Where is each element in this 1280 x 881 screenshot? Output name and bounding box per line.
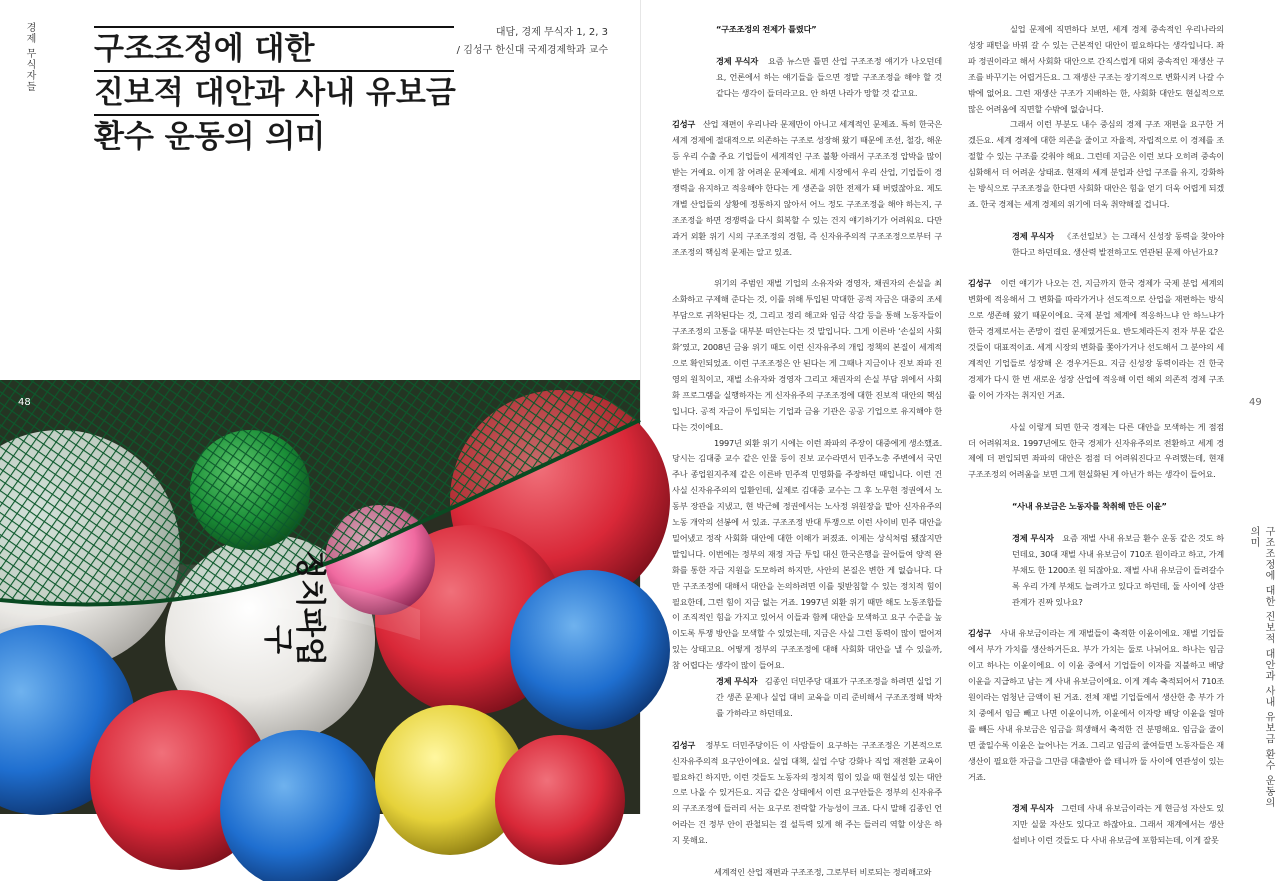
photo-balls-under-net [0,380,640,814]
byline-line-2: / 김성구 한신대 국제경제학과 교수 [456,45,608,56]
title-line-1: 구조조정에 대한 [94,31,315,67]
body-text: 위기의 주범인 재벌 기업의 소유자와 경영자, 채권자의 손실을 최소화하고 구제해 준다는 것, 이를 위해 투입된 막대한 공적 자금은 대중의 조세 부담으로 귀착된다는 것, 그리고 정리 해고와 임금 삭감 등을 통해 노동자들이 구조조정의 고통을 대부분 떠안는다는 것 말입니다. 그게 이른바 ‘손실의 사회화’였고, 2008년 금융 위기 때도 이런 신자유주의 개입 정책의 본질이 세계적으로 확인되었죠. 이런 구조조정은 안 된다는 게 그때나 지금이나 진보 좌파 진영의 원칙이고, 재벌 소유자와 경영자 그리고 채권자의 손실 부담 위에서 사회화 프로그램을 실행하자는 게 신자유주의 구조조정에 대한 진보적 대안의 핵심입니다. 공적 자금이 투입되는 기업과 금융 기관은 공공 기업으로 유지해야 한다는 것이에요. [672,278,942,432]
dialogue-paragraph [968,626,1224,785]
speaker-name: 김성구 [672,119,696,130]
body-paragraph [968,420,1224,484]
speaker-name: 경제 무식자 [716,676,758,687]
section-heading [968,499,1224,515]
dialogue-text: 사내 유보금이라는 게 재벌들이 축적한 이윤이에요. 재벌 기업들에서 부가 가치를 생산하거든요. 부가 가치는 둘로 나뉘어요. 하나는 임금이고 하나는 이윤이에요. 이 이윤 중에서 기업들이 이자를 지불하고 배당 이윤을 지급하고 남는 게 사내 유보금이에요. 이게 계속 축적되어서 710조 원이라는 엄청난 금액이 된 거죠. 전체 재벌 기업들에서 생산한 총 부가 가치 중에서 임금 빼고 나면 이윤이니까, 이윤에서 이자랑 배당 이윤을 얼마를 빼든 사내 유보금은 임금을 희생해서 축적한 건 분명해요. 임금을 줄이면 줄일수록 이윤은 늘어나는 거죠. 그리고 임금의 줄여들면 노동자들은 재생산이 필요한 자금을 그만큼 대출받아 쓸 테니까 둘 사이에 연관성이 있는 거죠. [968,628,1224,782]
title-line-3: 환수 운동의 의미 [94,119,326,155]
title-line-2: 진보적 대안과 사내 유보금 [94,75,456,111]
speaker-name: 경제 무식자 [1012,230,1054,241]
page-number-left: 48 [18,397,31,408]
dialogue-paragraph [672,54,942,102]
paragraph-spacer [968,785,1224,801]
paragraph-spacer [672,849,942,865]
speaker-name: 경제 무식자 [1012,803,1054,814]
body-paragraph [672,436,942,675]
paragraph-spacer [968,515,1224,531]
section-heading-text: “구조조정의 전제가 틀렸다” [716,24,817,34]
body-paragraph [968,22,1224,117]
dialogue-paragraph [968,229,1224,261]
paragraph-spacer [968,483,1224,499]
paragraph-spacer [968,404,1224,420]
paragraph-spacer [968,213,1224,229]
running-title: 구조조정에 대한 진보적 대안과 사내 유보금 환수 운동의 의미 [1248,526,1274,809]
body-text: 그래서 이런 부분도 내수 중심의 경제 구조 재편을 요구한 거겠든요. 세계 경제에 대한 의존을 줄이고 자율적, 자립적으로 이 경제를 조절할 수 있는 구조를 갖춰야 해요. 그런데 지금은 이런 보다 오히려 중속이 심화해서 더 어려운 상태죠. 현재의 세계 분업과 산업 구조를 유지, 강화하는 방식으로 구조조정을 한다면 사회화 대안은 힘을 얻기 더욱 어렵게 되겠죠. 한국 경제는 세계 경제의 위기에 더욱 취약해질 겁니다. [968,119,1224,209]
paragraph-spacer [968,849,1224,865]
dialogue-text: 김종인 더민주당 대표가 구조조정을 하려면 실업 기간 생존 문제나 실업 대비 교육을 미리 준비해서 구조조정해 박차를 가하라고 하던데요. [716,676,942,718]
speaker-name: 김성구 [968,628,992,639]
dialogue-paragraph [968,801,1224,849]
dialogue-text: 이런 얘기가 나오는 건, 지금까지 한국 경제가 국제 분업 세계의 변화에 적응해서 그 변화를 따라가거나 선도적으로 산업을 재편하는 방식으로 생존해 왔기 때문이에요. 국제 분업 체계에 적응하느냐 안 하느냐가 한국 경제로서는 존망이 걸린 문제였거든요. 반도체라든지 전자 부문 같은 것들이 대표적이죠. 세계 시장의 변화를 쫓아가거나 선도해서 그 분야의 세계적인 기업들로 성장해 온 경우거든요. 지금 신성장 동력이라는 건 한국 경제가 다시 한 번 새로운 성장 산업에 적응해 이런 해외 의존적 경제 구조를 이어 가자는 취지인 거죠. [968,278,1224,400]
section-heading-text: “사내 유보금은 노동자를 착취해 만든 이윤” [1012,501,1167,512]
svg-text:정치파업: 정치파업 [292,550,327,666]
dialogue-text: 《조선일보》는 그래서 신성장 동력을 찾아야 한다고 하던데요. 생산력 발전하고도 연관된 문제 아닌가요? [1012,230,1224,257]
paragraph-spacer [968,261,1224,277]
ball-lettering [292,550,327,666]
text-column-left [672,22,942,881]
speaker-name: 경제 무식자 [716,55,759,66]
paragraph-spacer [672,261,942,277]
section-label: 경제 무식자들 [24,22,35,93]
article-photo [0,380,640,814]
paragraph-spacer [672,722,942,738]
body-text: 실업 문제에 직면하다 보면, 세계 경제 중속적인 우리나라의 성장 패턴을 바꿔 갈 수 있는 근본적인 대안이 필요하다는 생각입니다. 좌파 정권이라고 해서 사회화 대안으로 간직스럽게 대외 중속적인 재생산 구조를 바꾸기는 어렵거든요. 그 재생산 구조는 장기적으로 변화시켜 나갈 수밖에 없어요. 그런 재생산 구조가 지배하는 한, 사회화 대안도 현실적으로 많은 어려움에 직면할 수밖에 없습니다. [968,24,1224,114]
dialogue-paragraph [968,276,1224,403]
byline [456,24,608,60]
dialogue-text: 요즘 재벌 사내 유보금 환수 운동 같은 것도 하던데요, 30대 재벌 사내 유보금이 710조 원이라고 하고, 가계 부채도 한 1200조 원 되잖아요. 재벌 사내 유보금이 들려갈수록 우리 가계 부채도 늘려가고 있다고 하던데, 둘 사이에 상관관계가 진짜 있나요? [1012,532,1224,607]
dialogue-text: 요즘 뉴스만 틀면 산업 구조조정 얘기가 나오던데요, 언론에서 하는 얘기들을 들으면 정말 구조조정을 해야 할 것 같다는 생각이 들더라고요. 안 하면 나라가 망할 것 같고요. [716,55,942,98]
page-number-right: 49 [1249,397,1262,408]
dialogue-text: 산업 재편이 우리나라 문제만이 아니고 세계적인 문제죠. 특히 한국은 세계 경제에 절대적으로 의존하는 구조로 성장해 왔기 때문에 조선, 철강, 해운 등 우리 수출 주요 기업들이 세계적인 구조 불황 아래서 구조조정 압박을 많이 받는 거예요. 이게 참 어려운 문제예요. 세계 시장에서 우리 산업, 기업들이 경쟁력을 유지하고 적응해야 한다는 게 생존을 위한 전제가 돼 버렸잖아요. 제도 개별 산업들의 상황에 정통하지 않아서 어느 정도 구조조정을 해야 하는지, 구조조정을 하면 경쟁력을 다시 회복할 수 있는 건지 얘기하기가 어려워요. 다만 과거 외환 위기 시의 구조조정의 경험, 즉 신자유주의적 구조조정으로부터 구조조정의 핵심적 문제는 알고 있죠. [672,119,942,257]
body-text: 세계적인 산업 재편과 구조조정, 그로부터 비로되는 정리해고와 [714,866,932,877]
speaker-name: 김성구 [968,278,992,289]
article-title [94,26,454,158]
paragraph-spacer [968,610,1224,626]
paragraph-spacer [672,38,942,54]
section-heading [672,22,942,38]
body-paragraph [968,117,1224,212]
dialogue-paragraph [968,531,1224,611]
body-text: 사실 이렇게 되면 한국 경제는 다른 대안을 모색하는 게 점점 더 어려워져요. 1997년에도 한국 경제가 신자유주의로 전환하고 세계 경제에 더 편입되면 좌파의 대안은 점점 더 어려워진다고 우려했는데, 현재 구조조정의 어려움을 보면 그게 현실화된 게 아닌가 하는 생각이 들어요. [968,421,1224,480]
svg-text:구: 구 [260,625,295,654]
speaker-name: 김성구 [672,739,696,750]
body-paragraph [672,865,942,881]
dialogue-text: 정부도 더민주당이든 이 사람들이 요구하는 구조조정은 기본적으로 신자유주의적 요구안이에요. 실업 대책, 실업 수당 강화나 직업 재전환 교육이 필요하긴 하지만, 이런 것들도 노동자의 정치적 힘이 있을 때 현실성 있는 대안으로 나올 수 있거든요. 지금 같은 상태에서 이런 요구안들은 정부의 신자유주의 구조조정에 들러리 서는 요구로 전락할 가능성이 크죠. 다시 말해 김종인 언어라는 건 정부 안이 관철되는 걸 설득력 있게 해 주는 들러리 역할 이상은 하지 못해요. [672,739,942,846]
body-text: 1997년 외환 위기 시에는 이런 좌파의 주장이 대중에게 생소했죠. 당시는 김대중 교수 같은 인물 등이 진보 교수라면서 민주노총 주변에서 국민주나 종업원지주제 같은 이른바 민주적 민영화를 주장하던 때입니다. 이런 건 사실 신자유주의의 일환인데, 실제로 김대중 교수는 그 후 노무현 정권에서 노동부 장관을 지냈고, 현 박근혜 정권에서는 노사정 위원장을 맡아 신자유주의 노동 개악의 선봉에 서 있죠. 구조조정 반대 투쟁으로 이런 사이비 민주 대안을 밀어냈고 정작 사회화 대안에 대한 이해가 퍼졌죠. 이제는 상식처럼 됐잖지만 말입니다. 이번에는 정부의 재정 자금 투입 대신 한국은행을 끌어들여 양적 완화를 통한 자금 지원을 도모하려 하지만, 사안의 본질은 변한 게 없습니다. 다만 구조조정에 대해서 대안을 논의하려면 이를 뒷받침할 수 있는 정치적 힘이 필요한데, 그런 힘이 지금 없는 거죠. 1997년 외환 위기 때만 해도 노동조합들이 조직적인 힘을 가지고 있어서 이들과 함께 대안을 모색하고 요구 수준을 높이도록 투쟁 방안을 모색할 수 있었는데, 지금은 사실 그런 동력이 많이 떨어져 있는 상태고요. 어떻게 정부의 구조조정에 대해 사회화 대안을 낼 수 있을까, 참 어렵다는 생각이 많이 들어요. [672,437,942,671]
dialogue-paragraph [672,738,942,849]
text-column-right [968,22,1224,865]
speaker-name: 경제 무식자 [1012,532,1054,543]
dialogue-paragraph [672,674,942,722]
byline-line-1: 대담, 경제 무식자 1, 2, 3 [495,27,608,38]
dialogue-paragraph [672,117,942,260]
body-paragraph [672,276,942,435]
paragraph-spacer [672,102,942,118]
dialogue-text: 그런데 사내 유보금이라는 게 현금성 자산도 있지만 실물 자산도 있다고 하잖아요. 그래서 재계에서는 생산 설비나 이런 것들도 다 사내 유보금에 포함되는데, 이게 잘못 [1012,803,1224,846]
